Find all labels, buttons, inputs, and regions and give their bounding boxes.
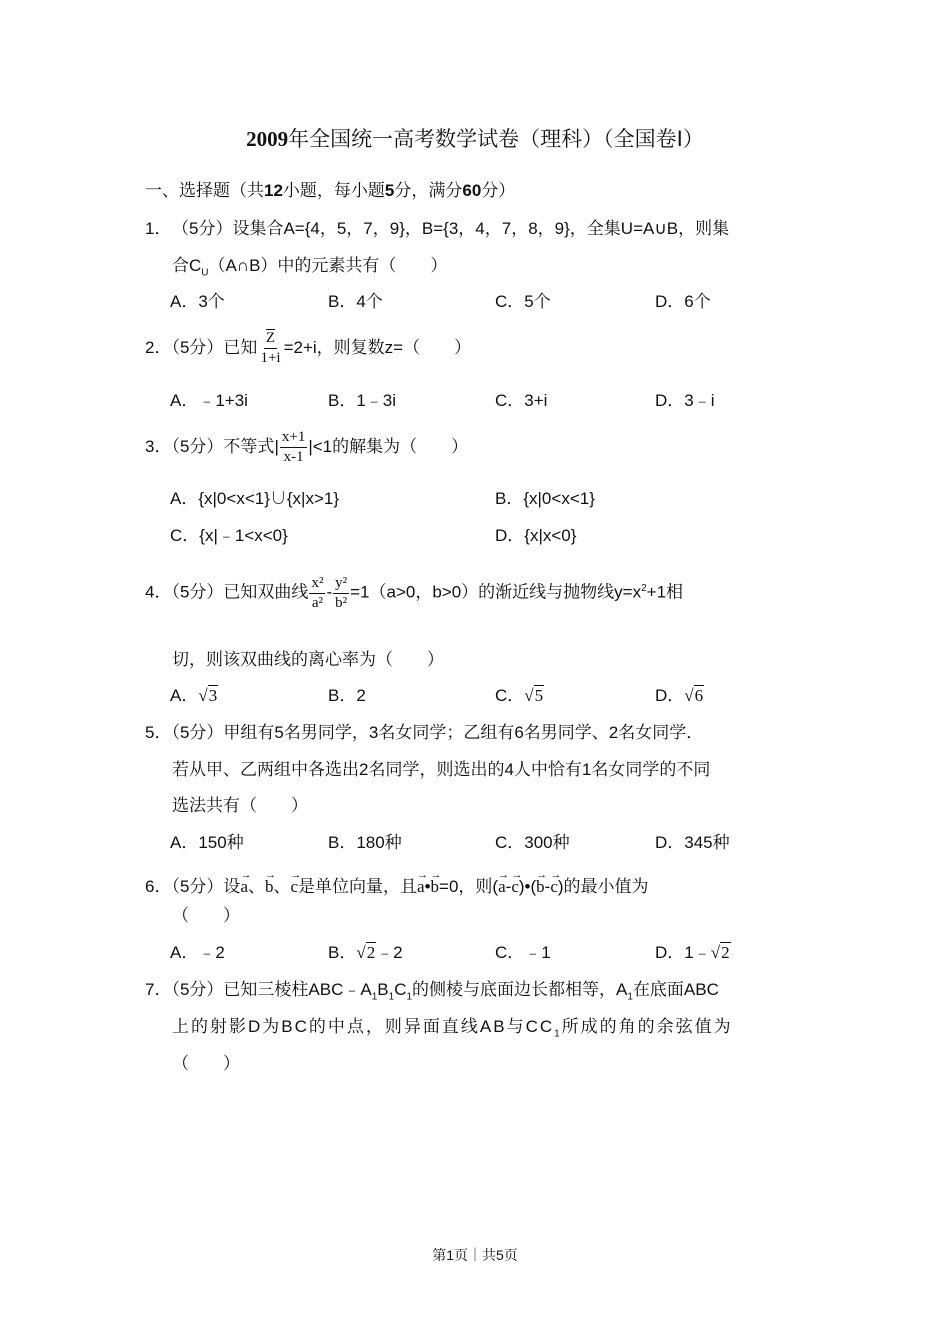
text-segment: ( — [492, 877, 499, 896]
text-segment: 2 — [641, 583, 647, 594]
page-footer: 第1页｜共5页 — [432, 1247, 518, 1263]
text-segment: 1 — [554, 1028, 562, 1040]
text-segment: （5分）设集合A={4，5，7，9}，B={3，4，7，8，9}，全集U=A∪B，则集 — [172, 219, 730, 238]
text-segment: （5分）甲组有5名男同学，3名女同学；乙组有6名男同学、2名女同学． — [171, 723, 704, 742]
text-segment: ﹣2 — [376, 943, 403, 962]
text-segment: 是单位向量，且 — [298, 877, 418, 896]
text-segment: （5分）不等式 — [171, 437, 275, 456]
q6-line2: （ ） — [172, 906, 240, 925]
q7-line1 — [145, 979, 719, 1008]
option-d: D．345种 — [655, 833, 730, 852]
text-segment: 3 — [208, 686, 218, 705]
text-segment: 6． — [145, 877, 172, 896]
text-segment: √5 — [524, 686, 544, 705]
text-segment: 的侧棱与底面边长都相等，A — [412, 980, 628, 999]
text-segment: U — [201, 267, 209, 279]
text-segment: 、 — [247, 877, 265, 896]
text-segment: 上的射影D为BC的中点，则异面直线AB与CC — [172, 1017, 555, 1036]
option-b: B．180种 — [328, 833, 402, 852]
text-segment: - — [505, 877, 512, 896]
text-segment: 7． — [145, 980, 172, 999]
text-segment: → c — [511, 866, 519, 902]
fraction — [258, 329, 282, 368]
text-segment: → b — [536, 866, 545, 902]
text-segment: x² — [309, 574, 325, 594]
text-segment: → c — [550, 866, 558, 902]
text-segment: → a — [417, 866, 425, 902]
text-segment: y² — [333, 574, 349, 594]
text-segment: a² — [311, 594, 324, 611]
q7-line2 — [172, 1016, 733, 1045]
text-segment: （A∩B）中的元素共有（ ） — [208, 256, 448, 275]
text-segment: √6 — [684, 686, 704, 705]
text-segment: √3 — [198, 686, 218, 705]
text-segment: （5分）已知双曲线 — [171, 582, 309, 602]
option-c: C．{x|﹣1<x<0} — [170, 526, 288, 545]
q5-line2: 若从甲、乙两组中各选出2名同学，则选出的4人中恰有1名女同学的不同 — [172, 760, 711, 779]
text-segment: √2 — [710, 943, 730, 962]
text-segment: 分） — [481, 181, 516, 200]
vector-b: → b — [265, 866, 274, 902]
text-segment: • — [424, 877, 431, 896]
text-segment: 60 — [462, 181, 482, 200]
title-year: 2009 — [246, 127, 289, 151]
option-c: C．﹣1 — [495, 943, 551, 962]
text-segment: （5分）设 — [171, 877, 241, 896]
option-d — [655, 942, 731, 964]
text-segment: x-1 — [283, 449, 304, 466]
q5-line3: 选法共有（ ） — [172, 796, 308, 815]
fraction — [309, 574, 325, 613]
text-segment: ( — [530, 877, 537, 896]
title-text: 年全国统一高考数学试卷（理科）（全国卷Ⅰ） — [288, 127, 704, 151]
text-segment: 6 — [694, 686, 704, 705]
text-segment: 1 — [627, 991, 633, 1003]
text-segment: 分，满分 — [394, 181, 463, 200]
text-segment: $\overline{Z}$ — [264, 329, 277, 349]
text-segment: • — [524, 877, 531, 896]
q4-line1 — [145, 568, 683, 614]
text-segment: | — [274, 437, 279, 456]
text-segment: 合C — [172, 256, 202, 275]
text-segment: =2+i，则复数z=（ ） — [283, 338, 472, 357]
option-b: B．1﹣3i — [328, 391, 397, 410]
text-segment: 5 — [384, 181, 395, 200]
option-b: B．{x|0<x<1} — [495, 489, 595, 508]
text-segment: x+1 — [280, 428, 307, 448]
option-c — [495, 685, 544, 707]
text-segment: D． — [655, 686, 685, 705]
q4-line2: 切，则该双曲线的离心率为（ ） — [172, 650, 444, 669]
option-a: A．3个 — [170, 292, 225, 311]
option-b: B．2 — [328, 686, 366, 705]
option-a — [170, 685, 218, 707]
option-a: A．{x|0<x<1}∪{x|x>1} — [170, 489, 340, 508]
text-segment: 1 — [406, 991, 413, 1003]
text-segment: B — [377, 980, 389, 999]
text-segment: 、 — [273, 877, 291, 896]
option-d: D．6个 — [655, 292, 711, 311]
option-d: D．{x|x<0} — [495, 526, 577, 545]
text-segment: =1（a>0，b>0）的渐近线与抛物线y=x — [350, 582, 642, 602]
text-segment: → b — [431, 866, 440, 902]
vector-a: → a — [240, 866, 248, 902]
text-segment: =0，则 — [439, 877, 493, 896]
q5-line1 — [145, 722, 703, 744]
text-segment: 2 — [366, 943, 376, 962]
fraction — [333, 574, 349, 613]
text-segment: D．1﹣ — [655, 943, 711, 962]
text-segment: 12 — [264, 181, 283, 200]
option-c: C．5个 — [495, 292, 551, 311]
text-segment: 4． — [145, 582, 172, 602]
text-segment: ) — [557, 877, 564, 896]
fraction — [280, 428, 307, 467]
text-segment: 1． — [145, 219, 172, 238]
option-a: A．﹣2 — [170, 943, 225, 962]
text-segment: 1 — [371, 991, 378, 1003]
text-segment: 2． — [145, 338, 172, 357]
text-segment: 的最小值为 — [563, 877, 649, 896]
text-segment: → a — [498, 866, 506, 902]
text-segment: （5分）已知三棱柱ABC﹣A — [171, 980, 372, 999]
option-c: C．300种 — [495, 833, 570, 852]
text-segment: √2 — [356, 943, 376, 962]
option-d — [655, 685, 704, 707]
option-b: B．4个 — [328, 292, 383, 311]
q2-line1 — [145, 328, 471, 368]
text-segment: 1+i — [260, 350, 281, 367]
text-segment: B． — [328, 943, 357, 962]
text-segment: 在底面ABC — [632, 980, 719, 999]
section-header — [145, 180, 515, 202]
text-segment: 3． — [145, 437, 172, 456]
text-segment: - — [544, 877, 551, 896]
text-segment: 2 — [721, 943, 730, 962]
q3-line1 — [145, 426, 468, 468]
option-b — [328, 942, 403, 964]
vector-c: → c — [290, 866, 298, 902]
text-segment: 一、选择题（共 — [145, 181, 264, 200]
text-segment: C． — [495, 686, 525, 705]
text-segment: C — [394, 980, 407, 999]
option-d: D．3﹣i — [655, 391, 715, 410]
option-c: C．3+i — [495, 391, 548, 410]
text-segment: （5分）已知 — [171, 338, 258, 357]
text-segment: 小题，每小题 — [282, 181, 385, 200]
text-segment: - — [326, 582, 333, 602]
q6-line1 — [145, 866, 649, 902]
text-segment: 5． — [145, 723, 172, 742]
q7-line3: （ ） — [172, 1054, 240, 1073]
text-segment: |<1的解集为（ ） — [308, 437, 469, 456]
option-a: A．150种 — [170, 833, 244, 852]
text-segment: +1相 — [646, 582, 684, 602]
option-a: A．﹣1+3i — [170, 391, 248, 410]
text-segment: 所成的角的余弦值为 — [561, 1017, 733, 1036]
text-segment: 1 — [388, 991, 395, 1003]
q1-line2 — [172, 255, 447, 284]
page-title — [0, 128, 950, 150]
text-segment: A． — [170, 686, 199, 705]
text-segment: 5 — [534, 686, 544, 705]
text-segment: b² — [335, 594, 348, 611]
text-segment: ) — [518, 877, 525, 896]
